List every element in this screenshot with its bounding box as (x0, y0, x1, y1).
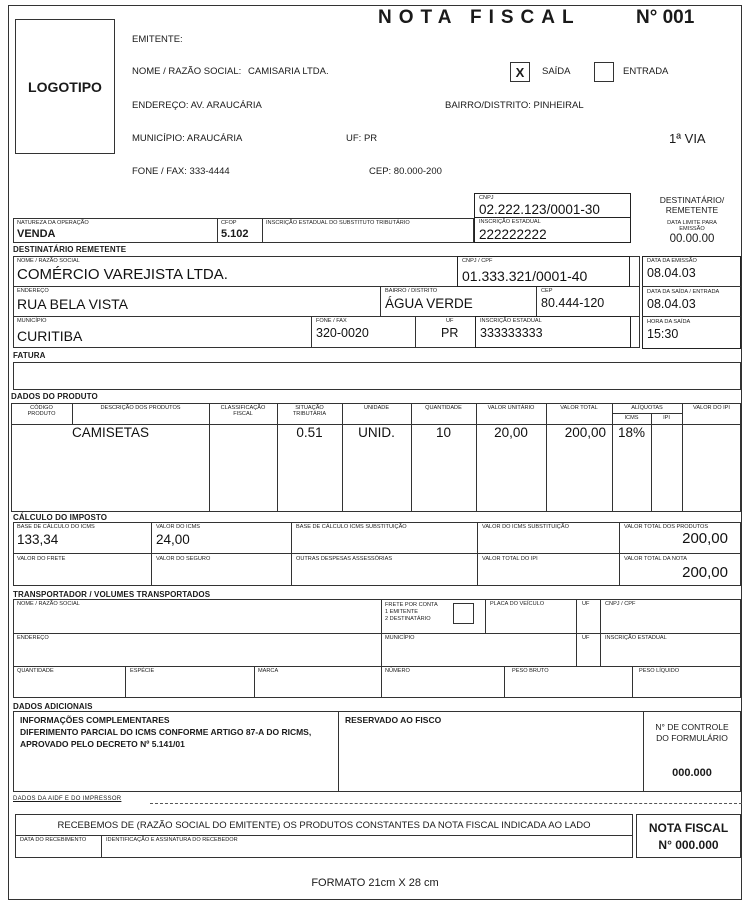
dest-endereco-value: RUA BELA VISTA (17, 296, 129, 312)
frete-conta-input[interactable] (453, 603, 474, 624)
fatura-section-title: FATURA (13, 351, 46, 360)
logo-box (15, 19, 115, 154)
emitente-municipio: MUNICÍPIO: ARAUCÁRIA (132, 133, 243, 144)
emitente-bairro: BAIRRO/DISTRITO: PINHEIRAL (445, 100, 584, 111)
dest-rem-side-title: DESTINATÁRIO/ REMETENTE (659, 195, 725, 216)
quantidade-label: QUANTIDADE (17, 668, 54, 674)
col-codigo: CÓDIGO PRODUTO (27, 405, 56, 418)
emitente-uf: UF: PR (346, 133, 378, 144)
identificacao-label: IDENTIFICAÇÃO E ASSINATURA DO RECEBEDOR (106, 837, 238, 843)
natureza-label: NATUREZA DA OPERAÇÃO (17, 220, 89, 226)
data-saida-value: 08.04.03 (647, 297, 696, 311)
hora-saida-label: HORA DA SAÍDA (647, 319, 691, 325)
transp-cnpj-label: CNPJ / CPF (605, 601, 636, 607)
ie-substituto-label: INSCRIÇÃO ESTADUAL DO SUBSTITUTO TRIBUTÁRIO (266, 220, 410, 226)
cut-line (150, 803, 742, 804)
emitente-label: EMITENTE: (132, 34, 183, 45)
saida-mark: X (515, 64, 525, 80)
col-ipi: IPI (663, 415, 670, 421)
canhoto-nf-number: N° 000.000 (658, 838, 719, 852)
valor-icms-value: 24,00 (156, 532, 190, 547)
hora-saida-value: 15:30 (647, 327, 679, 341)
dest-uf-label: UF (446, 318, 454, 324)
data-saida-label: DATA DA SAÍDA / ENTRADA (647, 289, 720, 295)
col-situacao: SITUAÇÃO TRIBUTÁRIA (292, 405, 327, 418)
base-icms-value: 133,34 (17, 532, 59, 547)
controle-formulario-value: 000.000 (672, 767, 712, 779)
aidf-label: DADOS DA AIDF E DO IMPRESSOR (13, 796, 122, 802)
dest-ie-label: INSCRIÇÃO ESTADUAL (480, 318, 542, 324)
formato-label: FORMATO 21cm X 28 cm (311, 877, 439, 889)
emitente-nome-value: CAMISARIA LTDA. (248, 66, 329, 77)
dest-municipio-label: MUNICÍPIO (17, 318, 47, 324)
dest-bairro-value: ÁGUA VERDE (385, 296, 473, 311)
col-classificacao: CLASSIFICAÇÃO FISCAL (220, 405, 266, 418)
row-descricao: CAMISETAS (72, 425, 150, 440)
data-limite-value: 00.00.00 (669, 233, 715, 245)
outras-despesas-label: OUTRAS DESPESAS ASSESSÓRIAS (296, 556, 393, 562)
dest-uf-value: PR (441, 326, 459, 340)
destinatario-section-title: DESTINATÁRIO REMETENTE (13, 245, 127, 254)
transp-endereco-label: ENDEREÇO (17, 635, 49, 641)
valor-icms-label: VALOR DO ICMS (156, 524, 201, 530)
data-limite-label: DATA LIMITE PARA EMISSÃO (667, 220, 717, 233)
saida-label: SAÍDA (542, 66, 571, 77)
via-label: 1ª VIA (669, 131, 706, 146)
recebemos-text: RECEBEMOS DE (RAZÃO SOCIAL DO EMITENTE) OS PRODUTOS CONSTANTES DA NOTA FISCAL INDICADA AO LADO (57, 820, 591, 831)
info-complementares-line1: DIFERIMENTO PARCIAL DO ICMS CONFORME ARTIGO 87-A DO RICMS, (20, 727, 312, 737)
total-produtos-value: 200,00 (682, 530, 728, 547)
row-valor-unitario: 20,00 (494, 425, 528, 440)
frete-conta-label: FRETE POR CONTA 1 EMITENTE 2 DESTINATÁRIO (385, 602, 438, 622)
frete-label: VALOR DO FRETE (17, 556, 66, 562)
dest-cep-label: CEP (541, 288, 553, 294)
base-subst-label: BASE DE CÁLCULO ICMS SUBSTITUIÇÃO (296, 524, 407, 530)
dest-cep-value: 80.444-120 (541, 296, 605, 310)
col-valor-unitario: VALOR UNITÁRIO (487, 405, 535, 411)
total-nota-label: VALOR TOTAL DA NOTA (624, 556, 687, 562)
emitente-endereco: ENDEREÇO: AV. ARAUCÁRIA (132, 100, 262, 111)
dest-fone-label: FONE / FAX (316, 318, 347, 324)
emitente-cep: CEP: 80.000-200 (369, 166, 442, 177)
transp-ie-label: INSCRIÇÃO ESTADUAL (605, 635, 667, 641)
reservado-fisco: RESERVADO AO FISCO (345, 715, 442, 725)
dest-nome-value: COMÉRCIO VAREJISTA LTDA. (17, 266, 228, 283)
col-descricao: DESCRIÇÃO DOS PRODUTOS (100, 405, 181, 411)
saida-checkbox[interactable] (510, 62, 530, 82)
seguro-label: VALOR DO SEGURO (156, 556, 211, 562)
row-quantidade: 10 (435, 425, 452, 440)
base-icms-label: BASE DE CÁLCULO DO ICMS (17, 524, 95, 530)
emitente-ie-label: INSCRIÇÃO ESTADUAL (479, 219, 541, 225)
document-number: N° 001 (636, 7, 695, 28)
col-aliquotas: ALÍQUOTAS (631, 405, 663, 411)
placa-label: PLACA DO VEÍCULO (490, 601, 545, 607)
imposto-section-title: CÁLCULO DO IMPOSTO (13, 513, 108, 522)
fatura-box (13, 362, 741, 390)
document-title: NOTA FISCAL (378, 7, 581, 28)
data-recebimento-label: DATA DO RECEBIMENTO (20, 837, 87, 843)
col-valor-total: VALOR TOTAL (560, 405, 598, 411)
row-valor-total: 200,00 (564, 425, 606, 440)
logo-text: LOGOTIPO (28, 78, 102, 95)
transp-uf-label: UF (582, 601, 590, 607)
transp-uf2-label: UF (582, 635, 590, 641)
emitente-cnpj-label: CNPJ (479, 195, 494, 201)
dest-fone-value: 320-0020 (316, 326, 369, 340)
canhoto-nf-title: NOTA FISCAL (648, 821, 729, 835)
dest-ie-value: 333333333 (480, 326, 543, 340)
adicionais-section-title: DADOS ADICIONAIS (13, 702, 93, 711)
transportador-section-title: TRANSPORTADOR / VOLUMES TRANSPORTADOS (13, 590, 211, 599)
numero-label: NÚMERO (385, 668, 410, 674)
peso-liquido-label: PESO LÍQUIDO (639, 668, 680, 674)
col-icms: ICMS (624, 415, 639, 421)
dest-municipio-value: CURITIBA (17, 328, 83, 344)
dest-endereco-label: ENDEREÇO (17, 288, 49, 294)
marca-label: MARCA (258, 668, 279, 674)
total-produtos-label: VALOR TOTAL DOS PRODUTOS (624, 524, 709, 530)
dest-cnpj-value: 01.333.321/0001-40 (462, 268, 588, 284)
emitente-fone: FONE / FAX: 333-4444 (132, 166, 230, 177)
produtos-section-title: DADOS DO PRODUTO (11, 392, 98, 401)
natureza-value: VENDA (17, 228, 56, 240)
dest-cnpj-label: CNPJ / CPF (462, 258, 493, 264)
especie-label: ESPÉCIE (130, 668, 155, 674)
emitente-ie-value: 222222222 (479, 227, 547, 242)
emitente-nome-label: NOME / RAZÃO SOCIAL: (132, 66, 242, 77)
col-valor-ipi: VALOR DO IPI (693, 405, 730, 411)
data-emissao-value: 08.04.03 (647, 266, 696, 280)
col-unidade: UNIDADE (363, 405, 390, 411)
total-nota-value: 200,00 (682, 564, 728, 581)
entrada-checkbox[interactable] (594, 62, 614, 82)
data-emissao-label: DATA DA EMISSÃO (647, 258, 697, 264)
row-situacao: 0.51 (296, 425, 323, 440)
total-ipi-label: VALOR TOTAL DO IPI (482, 556, 538, 562)
transp-municipio-label: MUNICÍPIO (385, 635, 415, 641)
col-quantidade: QUANTIDADE (425, 405, 462, 411)
emitente-cnpj-value: 02.222.123/0001-30 (479, 202, 600, 217)
controle-formulario-label: N° DE CONTROLE DO FORMULÁRIO (655, 722, 729, 744)
dest-nome-label: NOME / RAZÃO SOCIAL (17, 258, 80, 264)
peso-bruto-label: PESO BRUTO (512, 668, 549, 674)
dest-bairro-label: BAIRRO / DISTRITO (385, 288, 438, 294)
cfop-label: CFOP (221, 220, 237, 226)
transp-nome-label: NOME / RAZÃO SOCIAL (17, 601, 80, 607)
valor-subst-label: VALOR DO ICMS SUBSTITUIÇÃO (482, 524, 569, 530)
entrada-label: ENTRADA (623, 66, 669, 77)
row-icms: 18% (617, 425, 646, 440)
info-complementares-title: INFORMAÇÕES COMPLEMENTARES (20, 715, 170, 725)
row-unidade: UNID. (358, 425, 395, 440)
cfop-value: 5.102 (221, 228, 249, 240)
info-complementares-line2: APROVADO PELO DECRETO Nº 5.141/01 (20, 739, 185, 749)
